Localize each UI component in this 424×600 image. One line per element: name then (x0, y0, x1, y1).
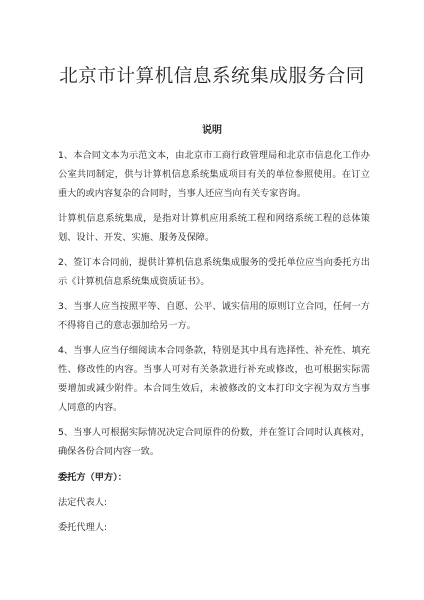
paragraph-2: 2、签订本合同前，提供计算机信息系统集成服务的受托单位应当向委托方出示《计算机信息系统集成资质证书》。 (58, 257, 370, 287)
client-heading: 委托方（甲方）： (58, 472, 127, 483)
legal-representative-label: 法定代表人: (58, 497, 108, 508)
document-title: 北京市计算机信息系统集成服务合同 (59, 66, 365, 87)
authorized-agent-label: 委托代理人: (58, 522, 108, 533)
paragraph-5: 5、当事人可根据实际情况决定合同原件的份数，并在签订合同时认真核对，确保各份合同内容一致。 (58, 427, 370, 457)
paragraph-3: 3、当事人应当按照平等、自愿、公平、诚实信用的原则订立合同，任何一方不得将自己的意志强加给另一方。 (58, 301, 370, 331)
paragraph-1: 1、本合同文本为示范文本，由北京市工商行政管理局和北京市信息化工作办公室共同制定，供与计算机信息系统集成项目有关的单位参照使用。在订立重大的或内容复杂的合同时，当事人还应当向有关专家咨询。 (58, 150, 370, 199)
paragraph-definition: 计算机信息系统集成，是指对计算机应用系统工程和网络系统工程的总体策划、设计、开发、实施、服务及保障。 (58, 213, 370, 243)
document-body (58, 146, 370, 543)
paragraph-4: 4、当事人应当仔细阅读本合同条款，特别是其中具有选择性、补充性、填充性、修改性的内容。当事人可对有关条款进行补充或修改，也可根据实际需要增加或减少附件。本合同生效后，未被修改的文本打印文字视为双方当事人同意的内容。 (58, 345, 370, 413)
section-heading-explanation: 说明 (202, 125, 222, 136)
